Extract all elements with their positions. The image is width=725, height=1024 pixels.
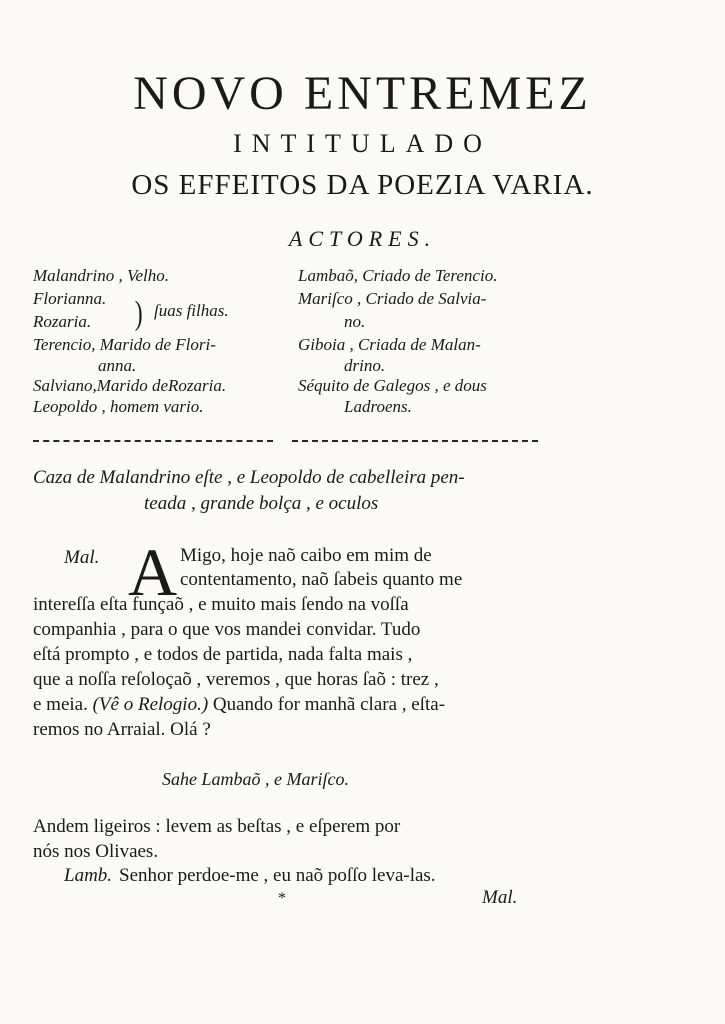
cast-heading: ACTORES. (288, 226, 437, 251)
dialogue-line-2: contentamento, naõ ſabeis quanto me (180, 569, 463, 590)
dialogue-line-3: intereſſa eſta funçaõ , e muito mais ſendo na voſſa (33, 594, 409, 615)
speaker-label: Mal. (64, 547, 100, 568)
cast-entry-suas-filhas: ſuas filhas. (154, 301, 229, 320)
dialogue-line-4: companhia , para o que vos mandei convidar. Tudo (33, 619, 421, 640)
scene-setting-line-2: teada , grande bolça , e oculos (144, 493, 379, 514)
cast-entry-marisco-cont: no. (344, 312, 366, 331)
cast-entry-salviano: Salviano,Marido deRozaria. (33, 376, 227, 395)
cast-entry-leopoldo: Leopoldo , homem vario. (33, 397, 204, 416)
dialogue-line-7-end: Quando for manhã clara , eſta- (212, 694, 446, 715)
dialogue-line-5: eſtá prompto , e todos de partida, nada falta mais , (33, 644, 413, 665)
cast-entry-giboia: Giboia , Criada de Malan- (298, 335, 481, 354)
dialogue-line-7-start: e meia. (33, 694, 88, 715)
cast-entry-sequito-cont: Ladroens. (344, 397, 412, 416)
cast-entry-rozaria: Rozaria. (33, 312, 92, 331)
catchword: Mal. (482, 887, 518, 908)
page-subtitle: INTITULADO (233, 129, 492, 158)
divider-rule-right (292, 440, 538, 442)
dialogue-line-10: nós nos Olivaes. (33, 841, 159, 862)
dialogue-line-7 (33, 695, 445, 714)
cast-entry-giboia-cont: drino. (344, 356, 386, 375)
dialogue-line-8: remos no Arraial. Olá ? (33, 719, 211, 740)
stage-direction: Sahe Lambaõ , e Mariſco. (162, 769, 349, 789)
signature-mark: * (278, 890, 286, 907)
speaker-label-2: Lamb. (64, 865, 113, 886)
dialogue-line-9: Andem ligeiros : levem as beſtas , e eſperem por (33, 816, 401, 837)
stage-direction-inline: (Vê o Relogio.) (92, 694, 209, 715)
cast-entry-florianna: Florianna. (33, 289, 107, 308)
brace-glyph: ) (134, 295, 143, 332)
dialogue-line-11: Senhor perdoe-me , eu naõ poſſo leva-las. (119, 865, 436, 886)
dialogue-line-1: Migo, hoje naõ caibo em mim de (180, 545, 432, 566)
cast-entry-terencio: Terencio, Marido de Flori- (33, 335, 216, 354)
work-title: OS EFFEITOS DA POEZIA VARIA. (131, 169, 594, 201)
cast-entry-marisco: Mariſco , Criado de Salvia- (298, 289, 487, 308)
drop-cap: A (128, 534, 178, 610)
cast-entry-sequito: Séquito de Galegos , e dous (298, 376, 487, 395)
cast-entry-terencio-cont: anna. (98, 356, 137, 375)
scene-setting-line-1: Caza de Malandrino eſte , e Leopoldo de cabelleira pen- (33, 467, 465, 488)
cast-entry-malandrino: Malandrino , Velho. (33, 266, 169, 285)
dialogue-line-6: que a noſſa reſoloçaõ , veremos , que horas ſaõ : trez , (33, 669, 439, 690)
page-title: NOVO ENTREMEZ (133, 67, 592, 120)
cast-entry-lambao: Lambaõ, Criado de Terencio. (298, 266, 498, 285)
divider-rule-left (33, 440, 273, 442)
